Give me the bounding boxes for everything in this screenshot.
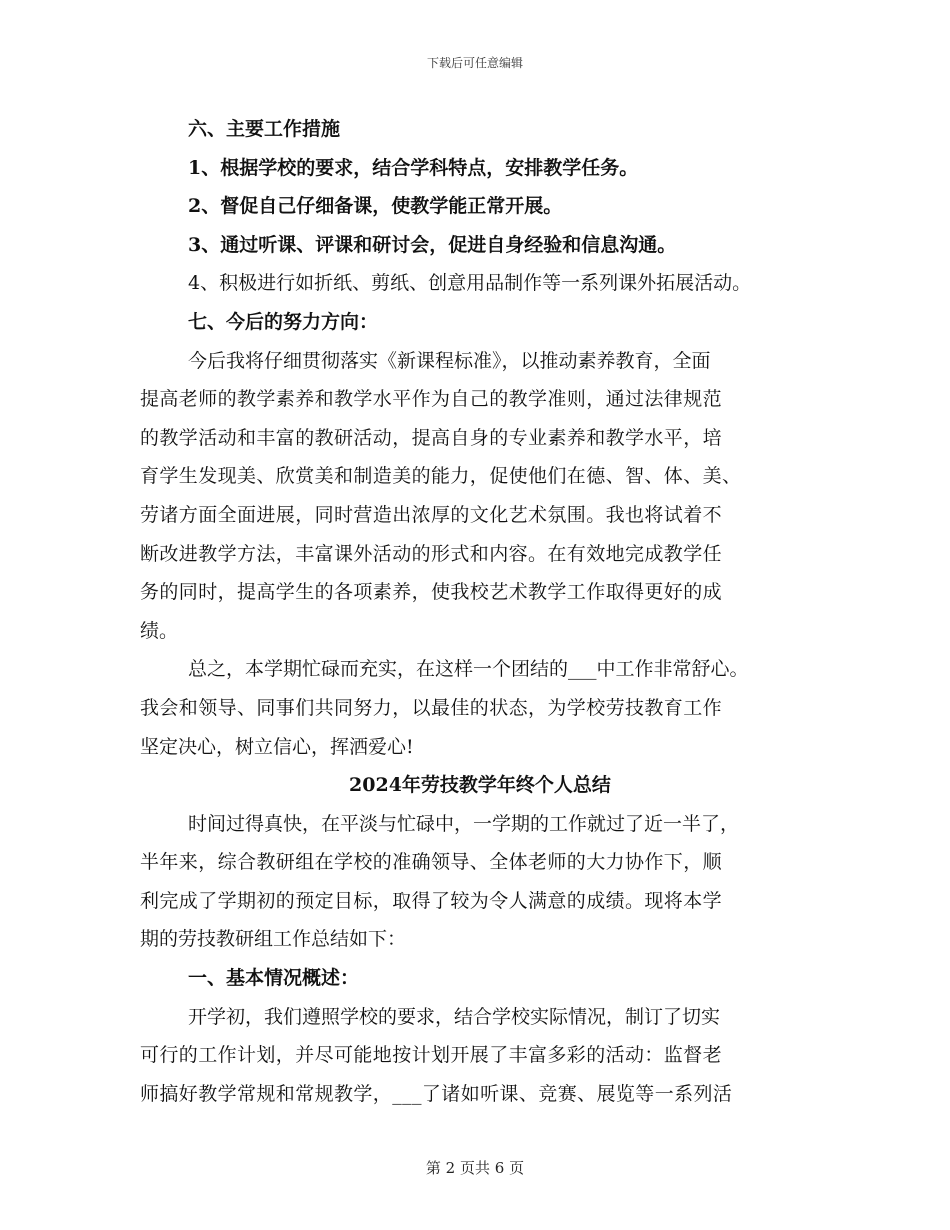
section-heading-7: 七、今后的努力方向： [188,310,379,333]
document-body [140,110,820,1113]
section-heading-6: 六、主要工作措施 [188,118,341,140]
paragraph-line: 劳诸方面全面进展，同时营造出浓厚的文化艺术氛围。我也将试着不 [140,503,723,526]
paragraph-line: 利完成了学期初的预定目标，取得了较为令人满意的成绩。现将本学 [140,889,723,912]
list-item: 4、积极进行如折纸、剪纸、创意用品制作等一系列课外拓展活动。 [188,272,752,295]
paragraph-line: 开学初，我们遵照学校的要求，结合学校实际情况，制订了切实 [188,1005,721,1028]
paragraph-line: 提高老师的教学素养和教学水平作为自己的教学准则，通过法律规范 [140,388,723,411]
paragraph-line: 绩。 [140,619,179,642]
paragraph-line: 师搞好教学常规和常规教学，___了诸如听课、竞赛、展览等一系列活 [140,1082,733,1105]
paragraph-line: 可行的工作计划，并尽可能地按计划开展了丰富多彩的活动：监督老 [140,1044,723,1067]
paragraph-line: 半年来，综合教研组在学校的准确领导、全体老师的大力协作下，顺 [140,851,723,874]
page-number: 第 2 页共 6 页 [425,1159,525,1177]
paragraph-line: 总之，本学期忙碌而充实，在这样一个团结的___中工作非常舒心。 [188,658,749,681]
paragraph-line: 断改进教学方法，丰富课外活动的形式和内容。在有效地完成教学任 [140,542,723,565]
paragraph-line: 时间过得真快，在平淡与忙碌中，一学期的工作就过了近一半了， [188,812,740,835]
paragraph-line: 今后我将仔细贯彻落实《新课程标准》，以推动素养教育，全面 [188,349,711,372]
paragraph-line: 坚定决心，树立信心，挥洒爱心! [140,735,414,758]
paragraph-line: 务的同时，提高学生的各项素养，使我校艺术教学工作取得更好的成 [140,581,723,604]
header-note: 下载后可任意编辑 [426,56,523,70]
paragraph-line: 育学生发现美、欣赏美和制造美的能力，促使他们在德、智、体、美、 [140,465,742,488]
section-heading-1: 一、基本情况概述： [188,967,360,990]
paragraph-line: 期的劳技教研组工作总结如下： [140,928,407,951]
list-item: 2、督促自己仔细备课，使教学能正常开展。 [188,195,563,218]
paragraph-line: 的教学活动和丰富的教研活动，提高自身的专业素养和教学水平，培 [140,426,723,449]
document-title: 2024年劳技教学年终个人总结 [349,774,611,797]
paragraph-line: 我会和领导、同事们共同努力，以最佳的状态，为学校劳技教育工作 [140,696,723,719]
list-item: 1、根据学校的要求，结合学科特点，安排教学任务。 [188,156,639,179]
list-item: 3、通过听课、评课和研讨会，促进自身经验和信息沟通。 [188,233,677,256]
